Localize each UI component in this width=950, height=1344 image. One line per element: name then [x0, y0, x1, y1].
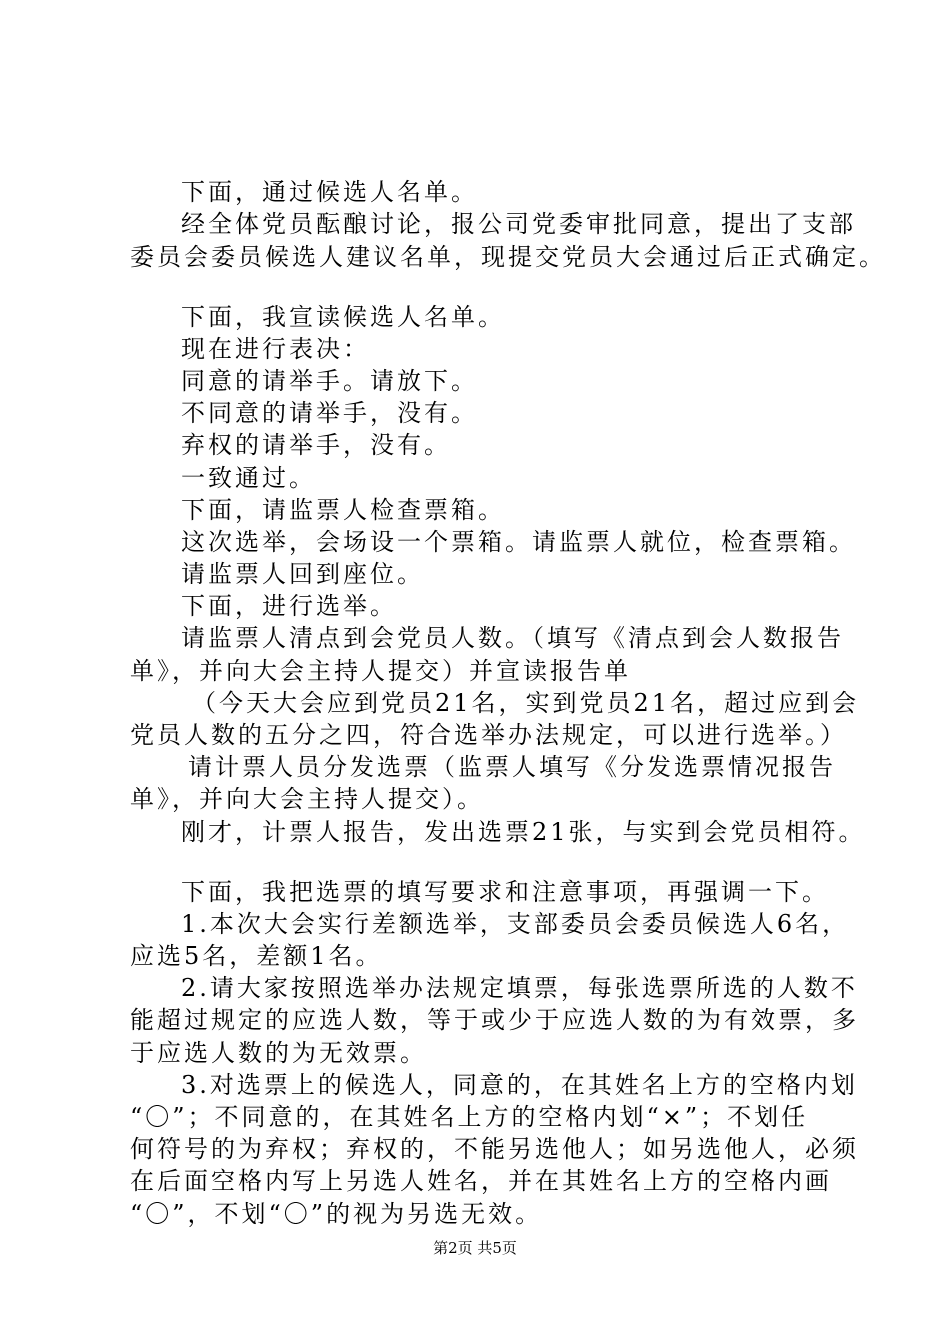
paragraph-line: 一致通过。 — [181, 464, 316, 492]
paragraph-line: “〇”；不同意的，在其姓名上方的空格内划“×”；不划任 — [130, 1103, 809, 1131]
paragraph-line: 下面，我把选票的填写要求和注意事项，再强调一下。 — [181, 878, 829, 906]
paragraph-line: 这次选举，会场设一个票箱。请监票人就位，检查票箱。 — [181, 528, 856, 556]
paragraph-line: 3.对选票上的候选人，同意的，在其姓名上方的空格内划 — [181, 1071, 858, 1099]
paragraph-line: 请计票人员分发选票（监票人填写《分发选票情况报告 — [188, 753, 836, 781]
paragraph-line: 委员会委员候选人建议名单，现提交党员大会通过后正式确定。 — [130, 243, 886, 271]
paragraph-line: 应选5名，差额1名。 — [130, 942, 383, 970]
paragraph-line: 能超过规定的应选人数，等于或少于应选人数的为有效票，多 — [130, 1006, 859, 1034]
paragraph-line: 单》，并向大会主持人提交）。 — [130, 785, 484, 813]
paragraph-line: 请监票人回到座位。 — [181, 560, 424, 588]
paragraph-line: 下面，我宣读候选人名单。 — [181, 303, 505, 331]
paragraph-line: 下面，通过候选人名单。 — [181, 178, 478, 206]
paragraph-line: 请监票人清点到会党员人数。（填写《清点到会人数报告 — [181, 624, 844, 652]
paragraph-line: “〇”，不划“〇”的视为另选无效。 — [130, 1200, 543, 1228]
paragraph-line: 刚才，计票人报告，发出选票21张，与实到会党员相符。 — [181, 818, 866, 846]
paragraph-line: 党员人数的五分之四，符合选举办法规定，可以进行选举。） — [130, 721, 847, 749]
paragraph-line: 下面，进行选举。 — [181, 592, 397, 620]
paragraph-line: 同意的请举手。请放下。 — [181, 367, 478, 395]
paragraph-line: （今天大会应到党员21名，实到党员21名，超过应到会 — [192, 689, 860, 717]
paragraph-line: 下面，请监票人检查票箱。 — [181, 496, 505, 524]
paragraph-line: 于应选人数的为无效票。 — [130, 1039, 427, 1067]
paragraph-line: 现在进行表决： — [181, 335, 370, 363]
paragraph-line: 经全体党员酝酿讨论，报公司党委审批同意，提出了支部 — [181, 210, 856, 238]
paragraph-line: 弃权的请举手，没有。 — [181, 431, 451, 459]
page-number-footer: 第2页 共5页 — [433, 1239, 517, 1257]
paragraph-line: 2.请大家按照选举办法规定填票，每张选票所选的人数不 — [181, 974, 858, 1002]
paragraph-line: 单》，并向大会主持人提交）并宣读报告单 — [130, 657, 631, 685]
paragraph-line: 何符号的为弃权；弃权的，不能另选他人；如另选他人，必须 — [130, 1135, 859, 1163]
paragraph-line: 在后面空格内写上另选人姓名，并在其姓名上方的空格内画 — [130, 1167, 832, 1195]
paragraph-line: 不同意的请举手，没有。 — [181, 399, 478, 427]
paragraph-line: 1.本次大会实行差额选举，支部委员会委员候选人6名， — [181, 910, 850, 938]
